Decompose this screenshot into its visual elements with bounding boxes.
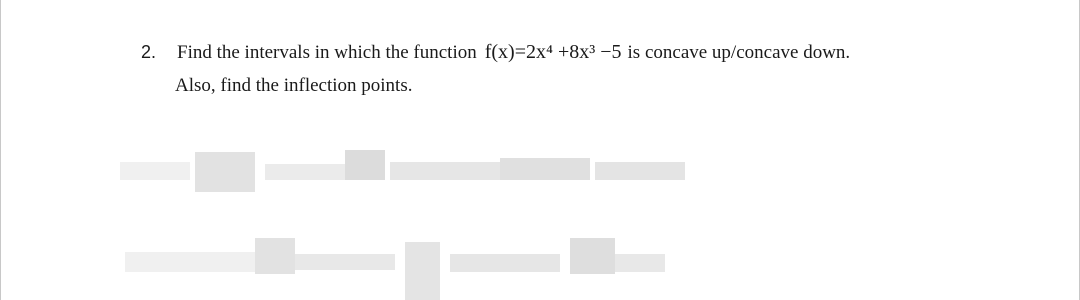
blur-block (615, 254, 665, 272)
blur-block (450, 254, 560, 272)
question-block (0, 0, 1080, 110)
blurred-answer-region (0, 120, 1080, 300)
question-line-1 (177, 40, 850, 65)
blur-block (570, 238, 615, 274)
blur-block (265, 164, 345, 180)
blur-block (125, 252, 255, 272)
blur-block (120, 162, 190, 180)
blur-block (500, 158, 590, 180)
blur-block (345, 150, 385, 180)
blur-block (295, 254, 395, 270)
blur-block (255, 238, 295, 274)
question-text-before: Find the intervals in which the function (177, 42, 477, 63)
blur-block (595, 162, 685, 180)
function-expression: f(x)=2x⁴ +8x³ −5 (484, 41, 622, 63)
blur-block (390, 162, 500, 180)
question-line-2: Also, find the inflection points. (175, 75, 413, 96)
question-text-after: is concave up/concave down. (627, 42, 851, 63)
question-number: 2. (141, 42, 157, 62)
blur-block (405, 242, 440, 300)
blur-block (195, 152, 255, 192)
